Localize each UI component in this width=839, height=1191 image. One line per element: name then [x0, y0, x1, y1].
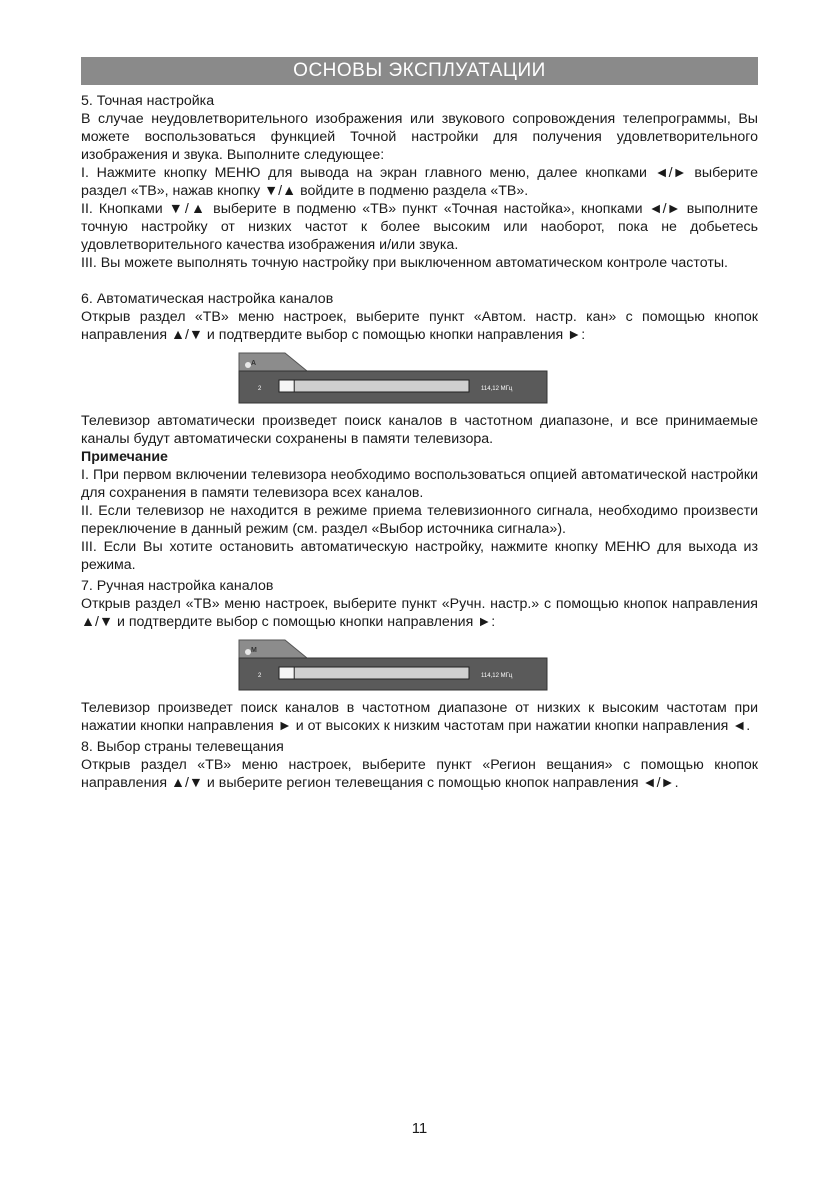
tuning-mode-icon-label: M	[251, 647, 257, 654]
auto-tune-panel	[237, 351, 549, 405]
section5-step2: II. Кнопками ▼/▲ выберите в подменю «ТВ» пункт «Точная настойка», кнопками ◄/► выполните точную настройку от низких частот к более высоким или наоборот, пока не добьетесь удовлетворительного качества изображения и/или звука.	[81, 201, 758, 253]
frequency-readout: 114,12 МГц	[481, 673, 513, 679]
tuning-mode-icon-label: A	[251, 360, 257, 367]
progress-track	[279, 380, 469, 392]
page-number: 11	[411, 1120, 428, 1137]
section7-intro: Открыв раздел «ТВ» меню настроек, выберите пункт «Ручн. настр.» с помощью кнопок направления ▲/▼ и подтвердите выбор с помощью кнопки направления ►:	[81, 596, 758, 630]
section7-heading: 7. Ручная настройка каналов	[81, 578, 274, 594]
frequency-readout: 114,12 МГц	[481, 386, 513, 392]
progress-track	[279, 667, 469, 679]
channel-number: 2	[258, 386, 262, 392]
note-title: Примечание	[81, 449, 168, 465]
progress-fill	[279, 380, 294, 392]
section8-intro: Открыв раздел «ТВ» меню настроек, выберите пункт «Регион вещания» с помощью кнопок направления ▲/▼ и выберите регион телевещания с помощью кнопок направления ◄/►.	[81, 757, 758, 791]
note-item-1: I. При первом включении телевизора необходимо воспользоваться опцией автоматической настройки для сохранения в памяти телевизора всех каналов.	[81, 467, 758, 501]
panel-tab	[239, 353, 307, 371]
section5-step3: III. Вы можете выполнять точную настройку при выключенном автоматическом контроле частоты.	[81, 255, 728, 271]
section5-heading: 5. Точная настройка	[81, 93, 215, 109]
tv-osd-panel-graphic	[237, 638, 549, 692]
channel-number: 2	[258, 673, 262, 679]
manual-tune-panel	[237, 638, 549, 692]
section6-intro: Открыв раздел «ТВ» меню настроек, выберите пункт «Автом. настр. кан» с помощью кнопок направления ▲/▼ и подтвердите выбор с помощью кнопки направления ►:	[81, 309, 758, 343]
tv-osd-panel-graphic	[237, 351, 549, 405]
section5-para: В случае неудовлетворительного изображения или звукового сопровождения телепрограммы, Вы можете воспользоваться функцией Точной настройки для получения удовлетворительного изображения и звука. Выполните следующее:	[81, 111, 758, 163]
page-content	[81, 92, 758, 792]
section-header: ОСНОВЫ ЭКСПЛУАТАЦИИ	[81, 57, 758, 85]
section6-heading: 6. Автоматическая настройка каналов	[81, 291, 334, 307]
section5-step1: I. Нажмите кнопку МЕНЮ для вывода на экран главного меню, далее кнопками ◄/► выберите раздел «ТВ», нажав кнопку ▼/▲ войдите в подменю раздела «ТВ».	[81, 165, 758, 199]
progress-fill	[279, 667, 294, 679]
section6-after: Телевизор автоматически произведет поиск каналов в частотном диапазоне, и все принимаемые каналы будут автоматически сохранены в памяти телевизора.	[81, 413, 758, 447]
section7-after: Телевизор произведет поиск каналов в частотном диапазоне от низких к высоким частотам при нажатии кнопки направления ► и от высоких к низким частотам при нажатии кнопки направления ◄.	[81, 700, 758, 734]
note-item-2: II. Если телевизор не находится в режиме приема телевизионного сигнала, необходимо произвести переключение в данный режим (см. раздел «Выбор источника сигнала»).	[81, 503, 758, 537]
note-item-3: III. Если Вы хотите остановить автоматическую настройку, нажмите кнопку МЕНЮ для выхода из режима.	[81, 539, 758, 573]
panel-tab	[239, 640, 307, 658]
section8-heading: 8. Выбор страны телевещания	[81, 739, 284, 755]
